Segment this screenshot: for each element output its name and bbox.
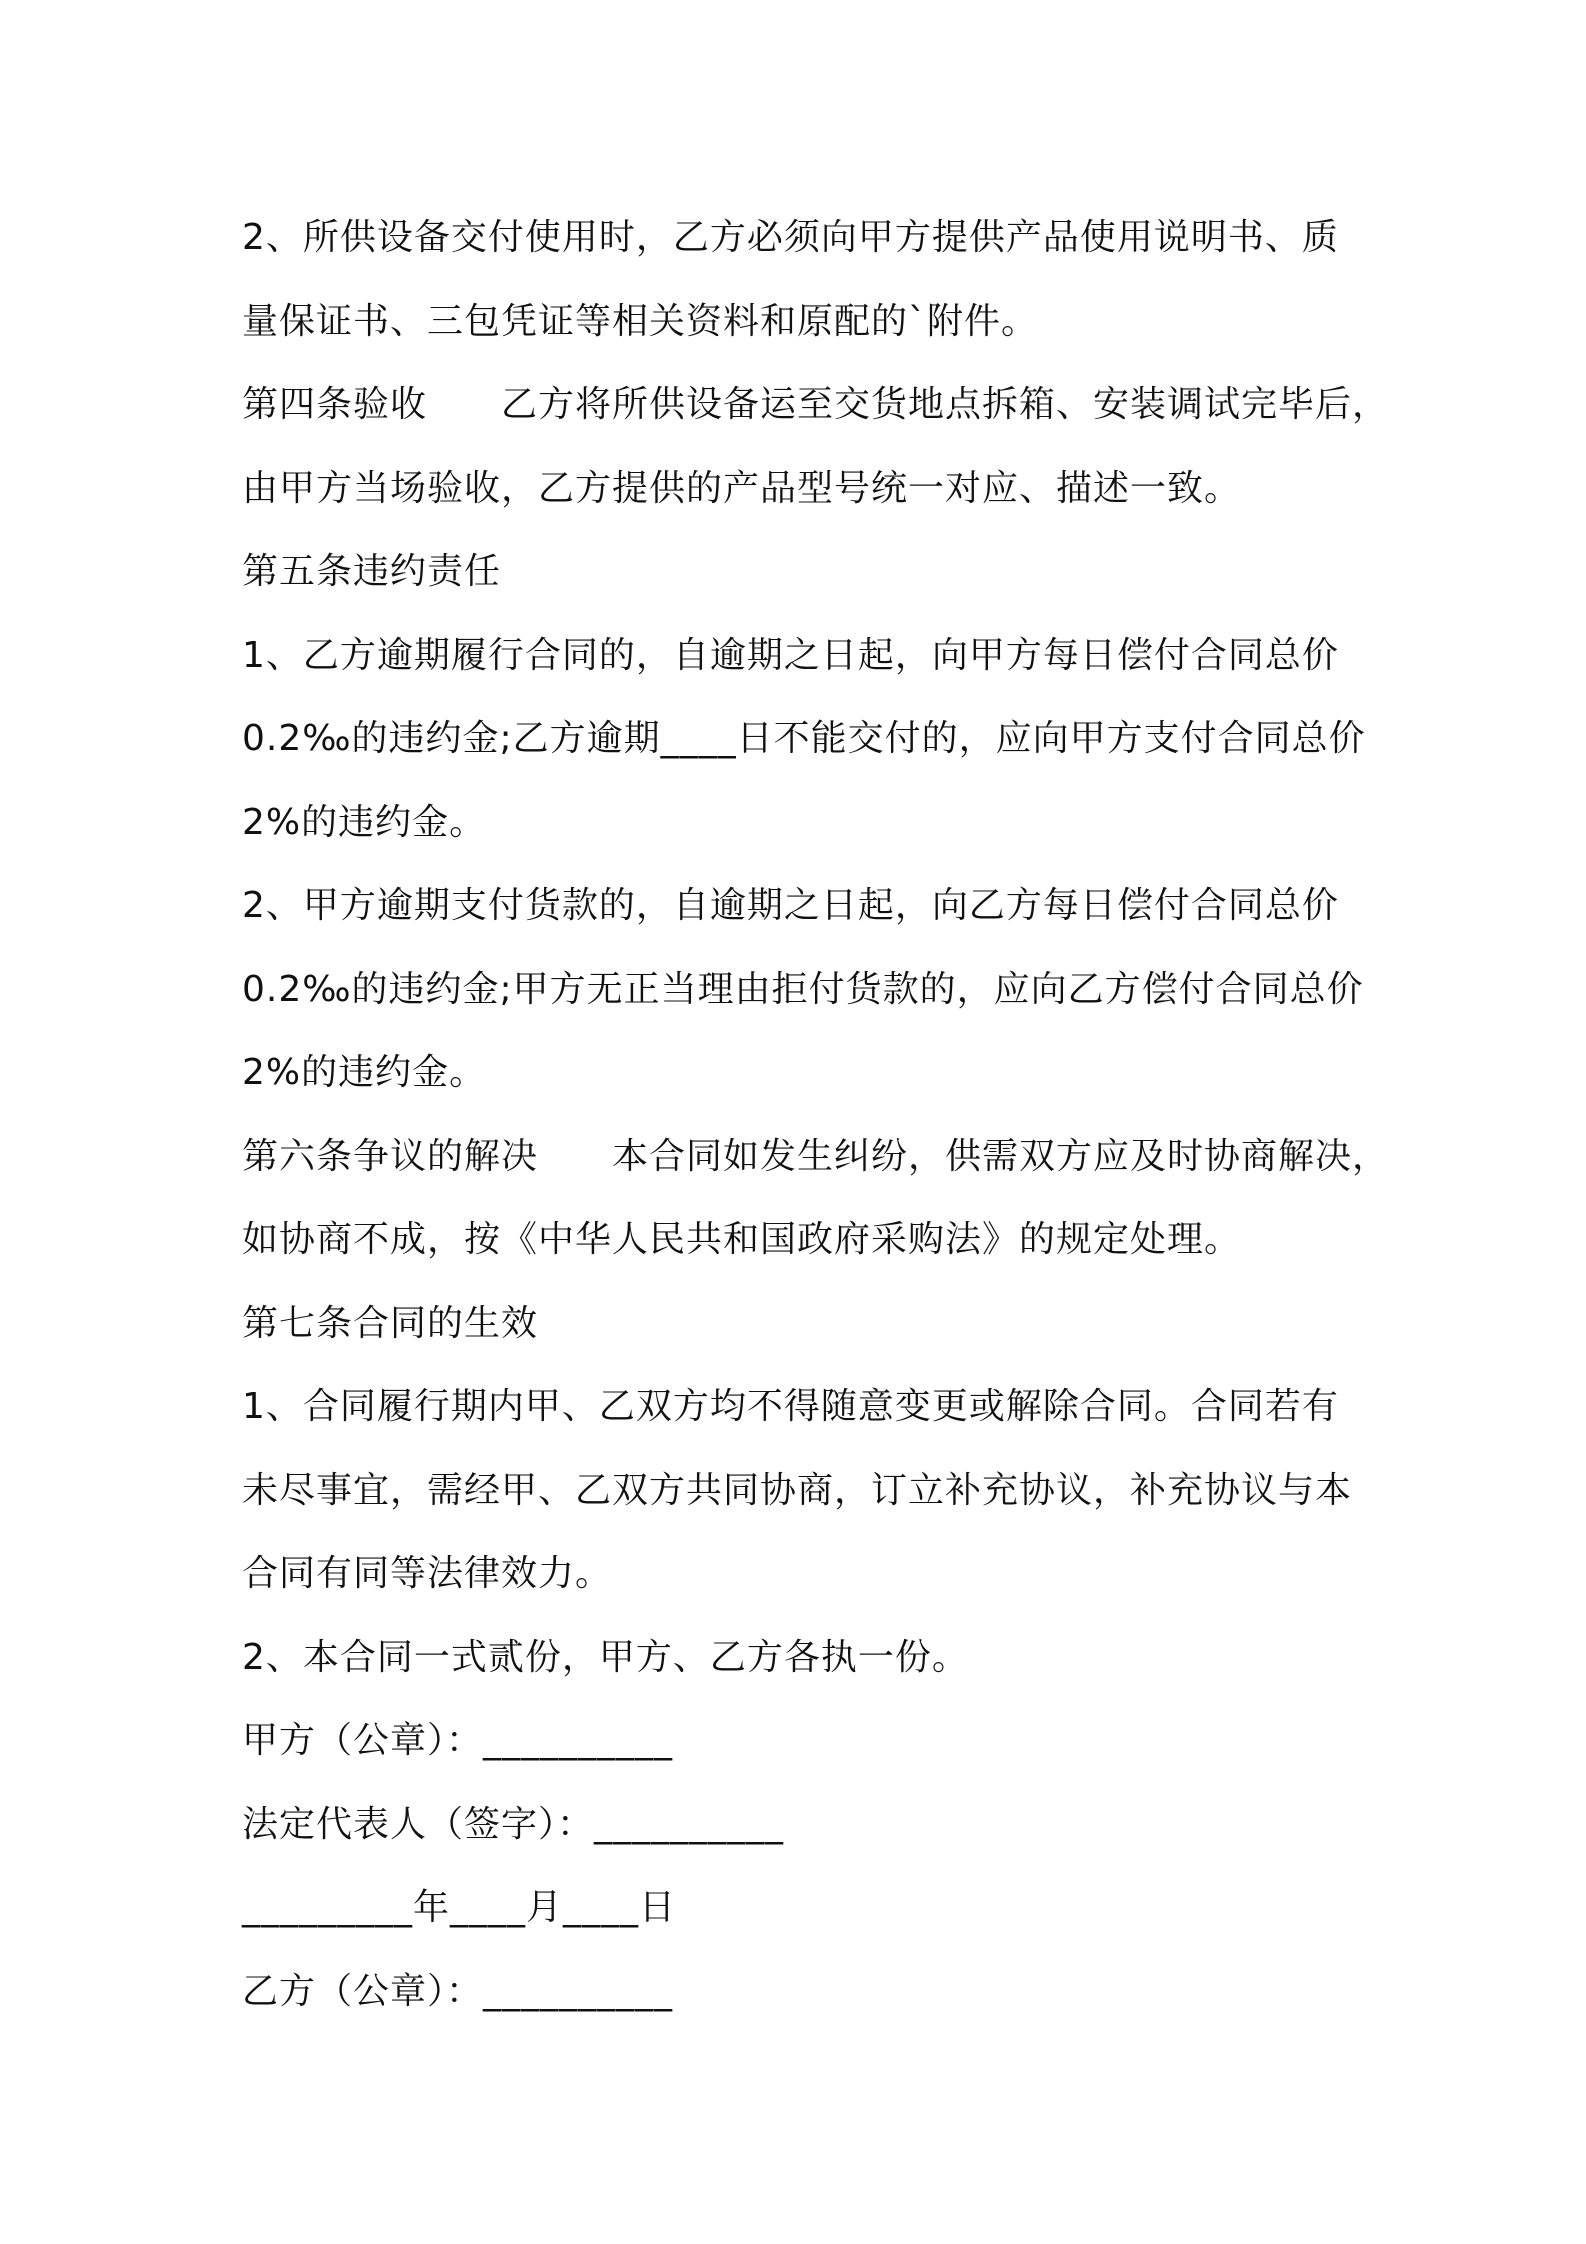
date-line: _________年____月____日 [242, 1887, 676, 1928]
text-line: 0.2‰的违约金;乙方逾期____日不能交付的，应向甲方支付合同总价 [242, 718, 1366, 759]
section-heading: 第七条合同的生效 [242, 1302, 539, 1344]
section-heading: 第四条验收 乙方将所供设备运至交货地点拆箱、安装调试完毕后， [242, 384, 1390, 425]
text-line: 量保证书、三包凭证等相关资料和原配的`附件。 [242, 300, 1039, 342]
signature-line-party-b-seal: 乙方（公章）：__________ [242, 1970, 674, 2012]
contract-text [242, 196, 1390, 2033]
text-line: 0.2‰的违约金;甲方无正当理由拒付货款的，应向乙方偿付合同总价 [242, 968, 1364, 1010]
signature-line-party-a-seal: 甲方（公章）：__________ [242, 1720, 674, 1761]
text-line: 未尽事宜，需经甲、乙双方共同协商，订立补充协议，补充协议与本 [242, 1469, 1353, 1511]
text-line: 2、本合同一式贰份，甲方、乙方各执一份。 [242, 1636, 969, 1678]
text-line: 由甲方当场验收，乙方提供的产品型号统一对应、描述一致。 [242, 467, 1242, 509]
signature-line-legal-representative: 法定代表人（签字）：__________ [242, 1803, 785, 1845]
text-line: 1、乙方逾期履行合同的，自逾期之日起，向甲方每日偿付合同总价 [242, 634, 1339, 676]
text-line: 2、甲方逾期支付货款的，自逾期之日起，向乙方每日偿付合同总价 [242, 885, 1339, 926]
section-heading: 第六条争议的解决 本合同如发生纠纷，供需双方应及时协商解决， [242, 1135, 1390, 1177]
section-heading: 第五条违约责任 [242, 551, 502, 592]
text-line: 1、合同履行期内甲、乙双方均不得随意变更或解除合同。合同若有 [242, 1386, 1339, 1427]
text-line: 2%的违约金。 [242, 801, 487, 843]
text-line: 如协商不成，按《中华人民共和国政府采购法》的规定处理。 [242, 1219, 1242, 1260]
text-line: 2、所供设备交付使用时，乙方必须向甲方提供产品使用说明书、质 [242, 217, 1339, 258]
text-line: 2%的违约金。 [242, 1052, 487, 1093]
text-line: 合同有同等法律效力。 [242, 1553, 613, 1594]
